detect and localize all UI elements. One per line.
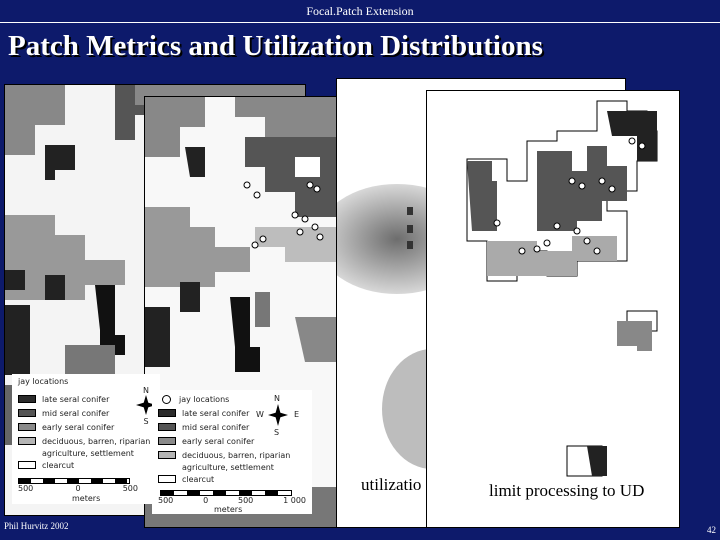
legend-front-mid: mid seral conifer <box>158 422 249 432</box>
slide-title: Patch Metrics and Utilization Distributions <box>8 30 543 62</box>
footer-author: Phil Hurvitz 2002 <box>4 521 69 531</box>
legend-front-agri: agriculture, settlement <box>182 462 274 472</box>
limit-map <box>427 91 679 527</box>
swatch-deciduous <box>18 437 36 445</box>
scale-ticks-back: 500 0 500 <box>18 484 138 493</box>
legend-row-clearcut: clearcut <box>18 460 74 470</box>
swatch-clearcut <box>18 461 36 469</box>
legend-row-1: jay locations <box>18 376 69 386</box>
legend-row-agri: agriculture, settlement <box>42 448 134 458</box>
swatch-mid-seral <box>18 409 36 417</box>
legend-row-late: late seral conifer <box>18 394 109 404</box>
page-number: 42 <box>707 525 716 535</box>
north-arrow-front: N W E S <box>256 394 300 437</box>
legend-front-clearcut: clearcut <box>158 474 214 484</box>
jay-location-icon <box>162 395 171 404</box>
slide-header-bar <box>0 0 720 23</box>
scale-ticks-front: 500 0 500 1 000 <box>158 496 306 505</box>
scale-unit-front: meters <box>214 505 243 514</box>
swatch-late-seral <box>18 395 36 403</box>
legend-row-jay: jay locations <box>158 394 229 404</box>
legend-row-mid: mid seral conifer <box>18 408 109 418</box>
legend-front-deciduous: deciduous, barren, riparian <box>158 450 290 460</box>
north-arrow-back: N S <box>136 386 156 426</box>
limit-caption: limit processing to UD <box>489 481 645 500</box>
legend-row-early: early seral conifer <box>18 422 114 432</box>
scale-unit-back: meters <box>72 494 101 503</box>
ud-caption: utilizatio <box>361 475 422 494</box>
map-legend-front <box>152 390 312 514</box>
limit-panel <box>426 90 680 528</box>
swatch-early-seral <box>18 423 36 431</box>
compass-icon <box>268 404 288 426</box>
map-legend-back <box>12 374 160 504</box>
header-label: Focal.Patch Extension <box>306 4 414 18</box>
legend-row-deciduous: deciduous, barren, riparian <box>18 436 150 446</box>
legend-front-late: late seral conifer <box>158 408 249 418</box>
legend-front-early: early seral conifer <box>158 436 254 446</box>
